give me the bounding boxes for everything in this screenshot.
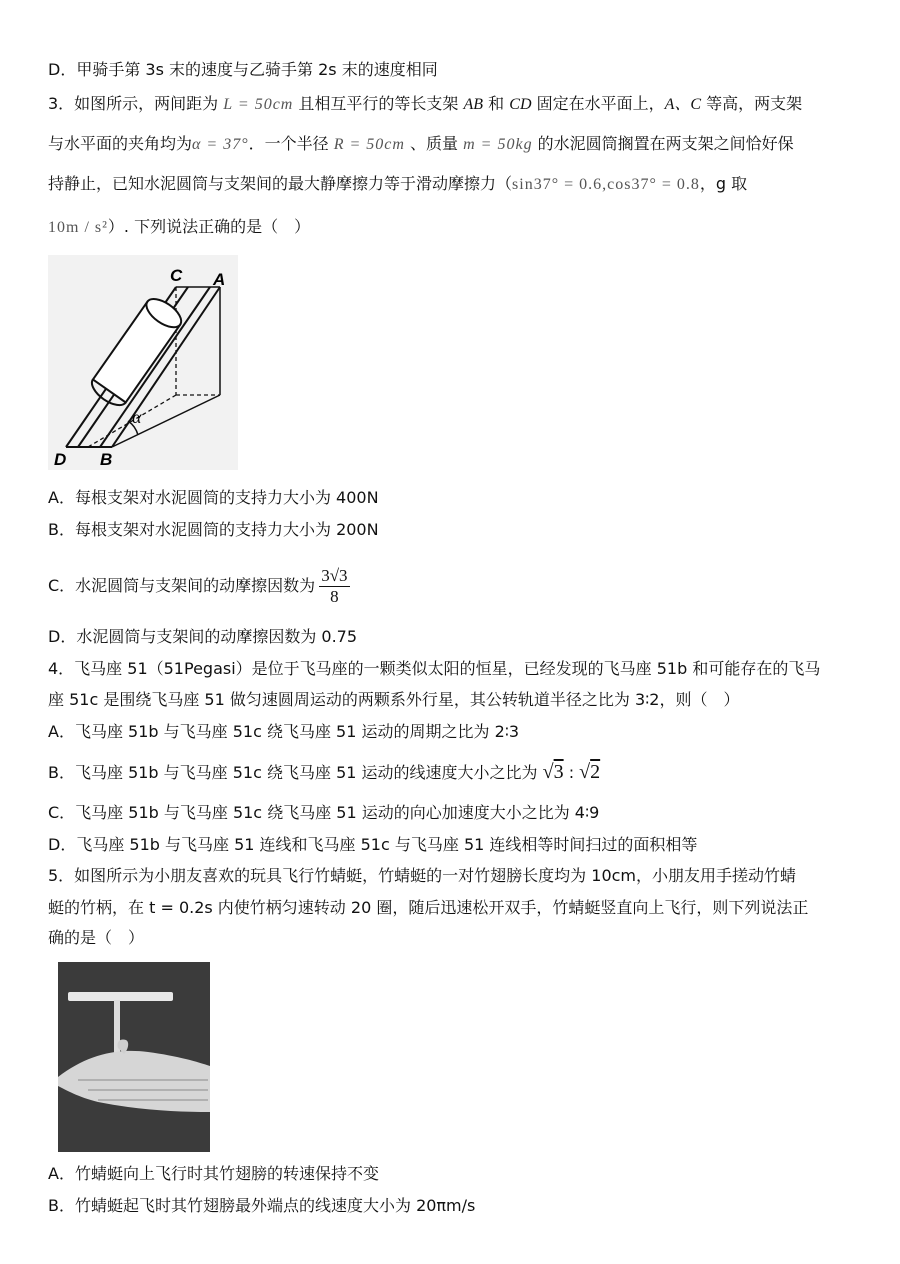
q4-option-b: B．飞马座 51b 与飞马座 51c 绕飞马座 51 运动的线速度大小之比为 √3 : √2 [48,761,601,783]
q5-option-b: B．竹蜻蜓起飞时其竹翅膀最外端点的线速度大小为 20πm/s [48,1196,476,1215]
bamboo-dragonfly-photo [58,962,210,1152]
q2-option-d: D．甲骑手第 3s 末的速度与乙骑手第 2s 末的速度相同 [48,60,438,79]
q3-stem-line1: 3．如图所示，两间距为 L = 50cm 且相互平行的等长支架 AB 和 CD 固定在水平面上，A、C 等高，两支架 [48,94,803,113]
q3-incline-figure [48,255,238,470]
label-b: B [100,450,113,469]
q3-option-d: D．水泥圆筒与支架间的动摩擦因数为 0.75 [48,627,358,646]
label-alpha: α [132,407,142,427]
q4-stem-line1: 4．飞马座 51（51Pegasi）是位于飞马座的一颗类似太阳的恒星，已经发现的飞马座 51b 和可能存在的飞马 [48,659,821,678]
label-c: C [170,266,183,285]
q5-stem-line1: 5．如图所示为小朋友喜欢的玩具飞行竹蜻蜓，竹蜻蜓的一对竹翅膀长度均为 10cm，小朋友用手搓动竹蜻 [48,866,797,885]
q5-option-a: A．竹蜻蜓向上飞行时其竹翅膀的转速保持不变 [48,1164,379,1183]
q4-option-d: D．飞马座 51b 与飞马座 51 连线和飞马座 51c 与飞马座 51 连线相等时间扫过的面积相等 [48,835,698,854]
q3-stem-line2: 与水平面的夹角均为α = 37°．一个半径 R = 50cm 、质量 m = 50kg 的水泥圆筒搁置在两支架之间恰好保 [48,134,794,153]
q3-stem-line4: 10m / s²）. 下列说法正确的是（ ） [48,217,311,236]
q4-option-c: C．飞马座 51b 与飞马座 51c 绕飞马座 51 运动的向心加速度大小之比为 4∶9 [48,803,600,822]
q3-option-b: B．每根支架对水泥圆筒的支持力大小为 200N [48,520,379,539]
q5-stem-line3: 确的是（ ） [48,928,145,947]
q3-option-a: A．每根支架对水泥圆筒的支持力大小为 400N [48,488,379,507]
q3-option-c: C．水泥圆筒与支架间的动摩擦因数为 $\frac{3√3}{8}$ [48,566,348,606]
q4-option-a: A．飞马座 51b 与飞马座 51c 绕飞马座 51 运动的周期之比为 2∶3 [48,722,520,741]
q3-stem-line3: 持静止，已知水泥圆筒与支架间的最大静摩擦力等于滑动摩擦力（sin37° = 0.6,cos37° = 0.8，g 取 [48,174,748,193]
q4-stem-line2: 座 51c 是围绕飞马座 51 做匀速圆周运动的两颗系外行星，其公转轨道半径之比为 3∶2，则（ ） [48,690,740,709]
q5-stem-line2: 蜓的竹柄，在 t = 0.2s 内使竹柄匀速转动 20 圈，随后迅速松开双手，竹蜻蜓竖直向上飞行，则下列说法正 [48,898,809,917]
label-a: A [213,270,226,289]
label-d: D [54,450,67,469]
fraction: $\frac{3√3}{8}$ [321,566,348,606]
